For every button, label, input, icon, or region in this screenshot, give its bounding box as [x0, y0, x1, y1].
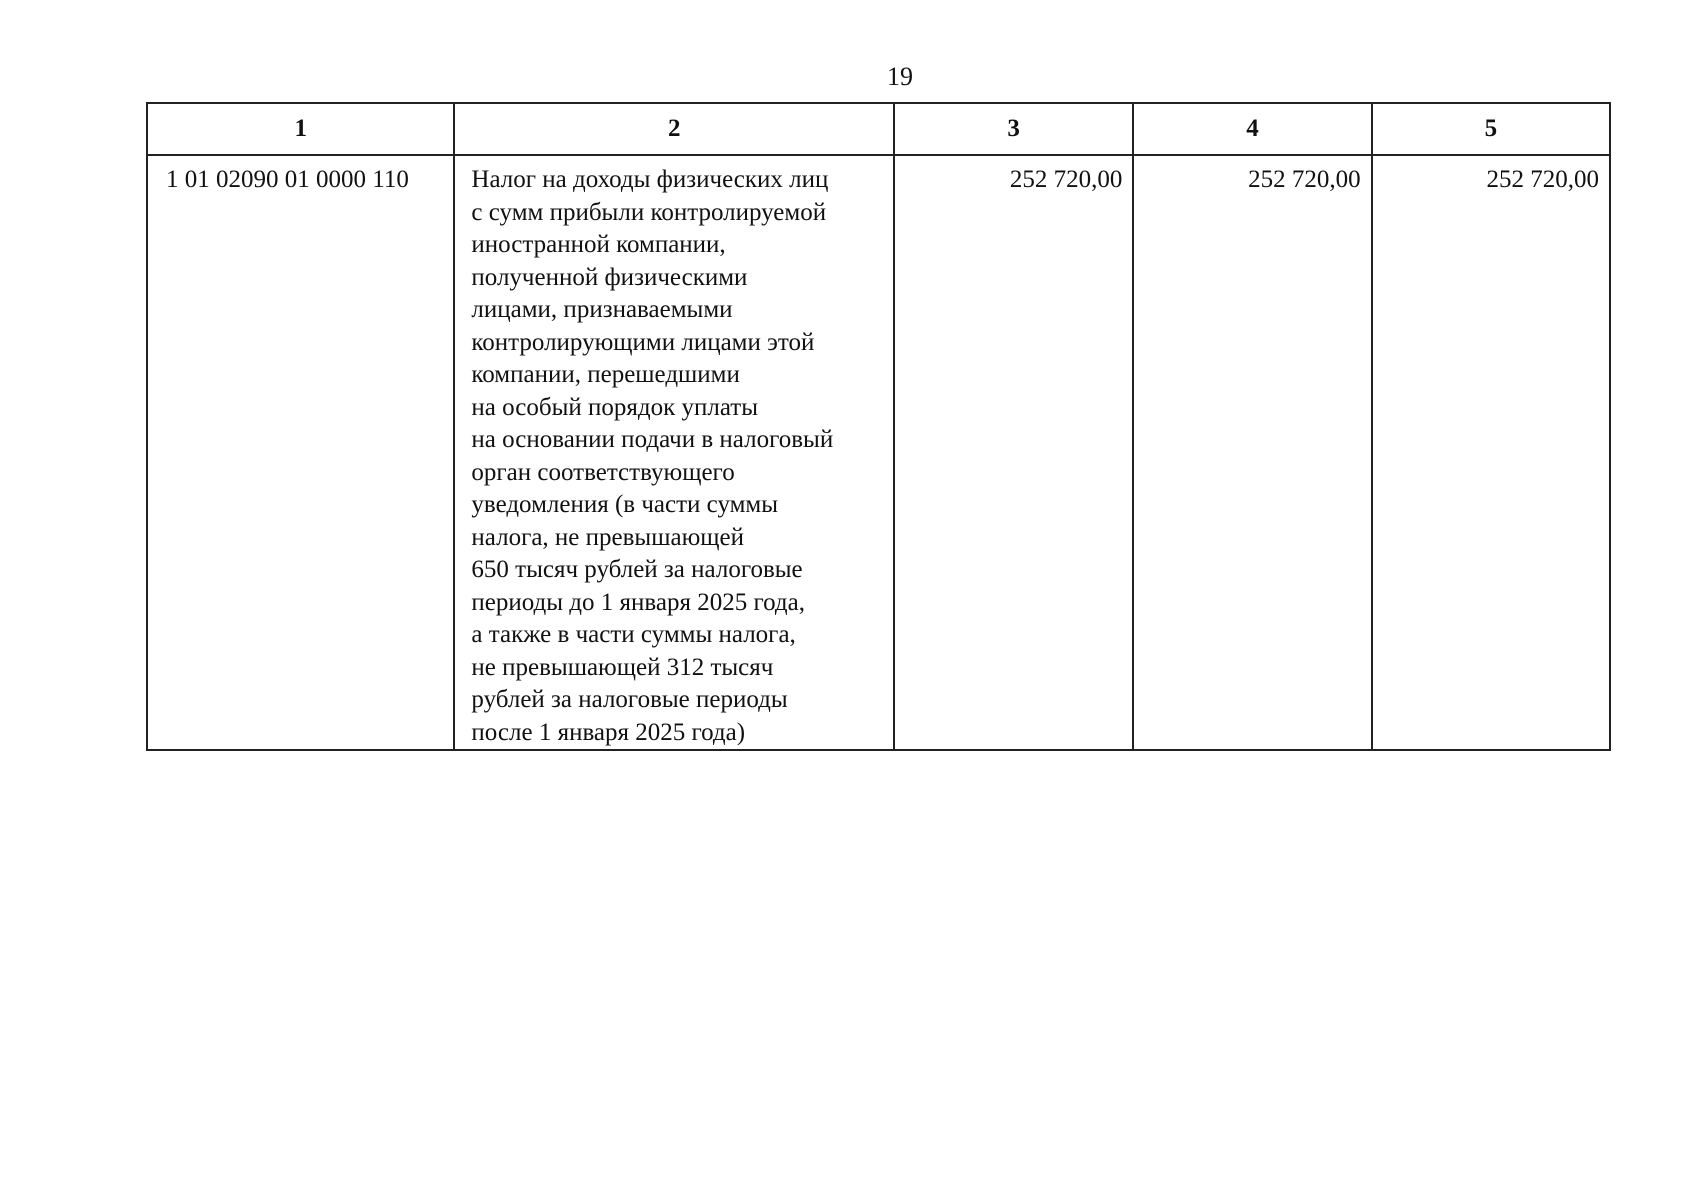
- amount-col-4-cell: 252 720,00: [1133, 155, 1371, 750]
- header-col-3: 3: [894, 103, 1133, 155]
- header-col-1: 1: [147, 103, 454, 155]
- page-number: 19: [887, 62, 913, 91]
- header-col-2: 2: [454, 103, 894, 155]
- header-col-4: 4: [1133, 103, 1371, 155]
- table-header-row: [147, 103, 1610, 155]
- header-col-5: 5: [1372, 103, 1610, 155]
- table-row: [147, 155, 1610, 750]
- budget-table: [146, 102, 1611, 751]
- budget-code-cell: 1 01 02090 01 0000 110: [147, 155, 454, 750]
- amount-col-5-cell: 252 720,00: [1372, 155, 1610, 750]
- amount-col-3-cell: 252 720,00: [894, 155, 1133, 750]
- income-description-cell: Налог на доходы физических лиц с сумм прибыли контролируемой иностранной компании, полученной физическими лицами, признаваемыми контролирующими лицами этой компании, перешедшими на особый порядок уплаты на основании подачи в налоговый орган соответствующего уведомления (в части суммы налога, не превышающей 650 тысяч рублей за налоговые периоды до 1 января 2025 года, а также в части суммы налога, не превышающей 312 тысяч рублей за налоговые периоды после 1 января 2025 года): [454, 155, 894, 750]
